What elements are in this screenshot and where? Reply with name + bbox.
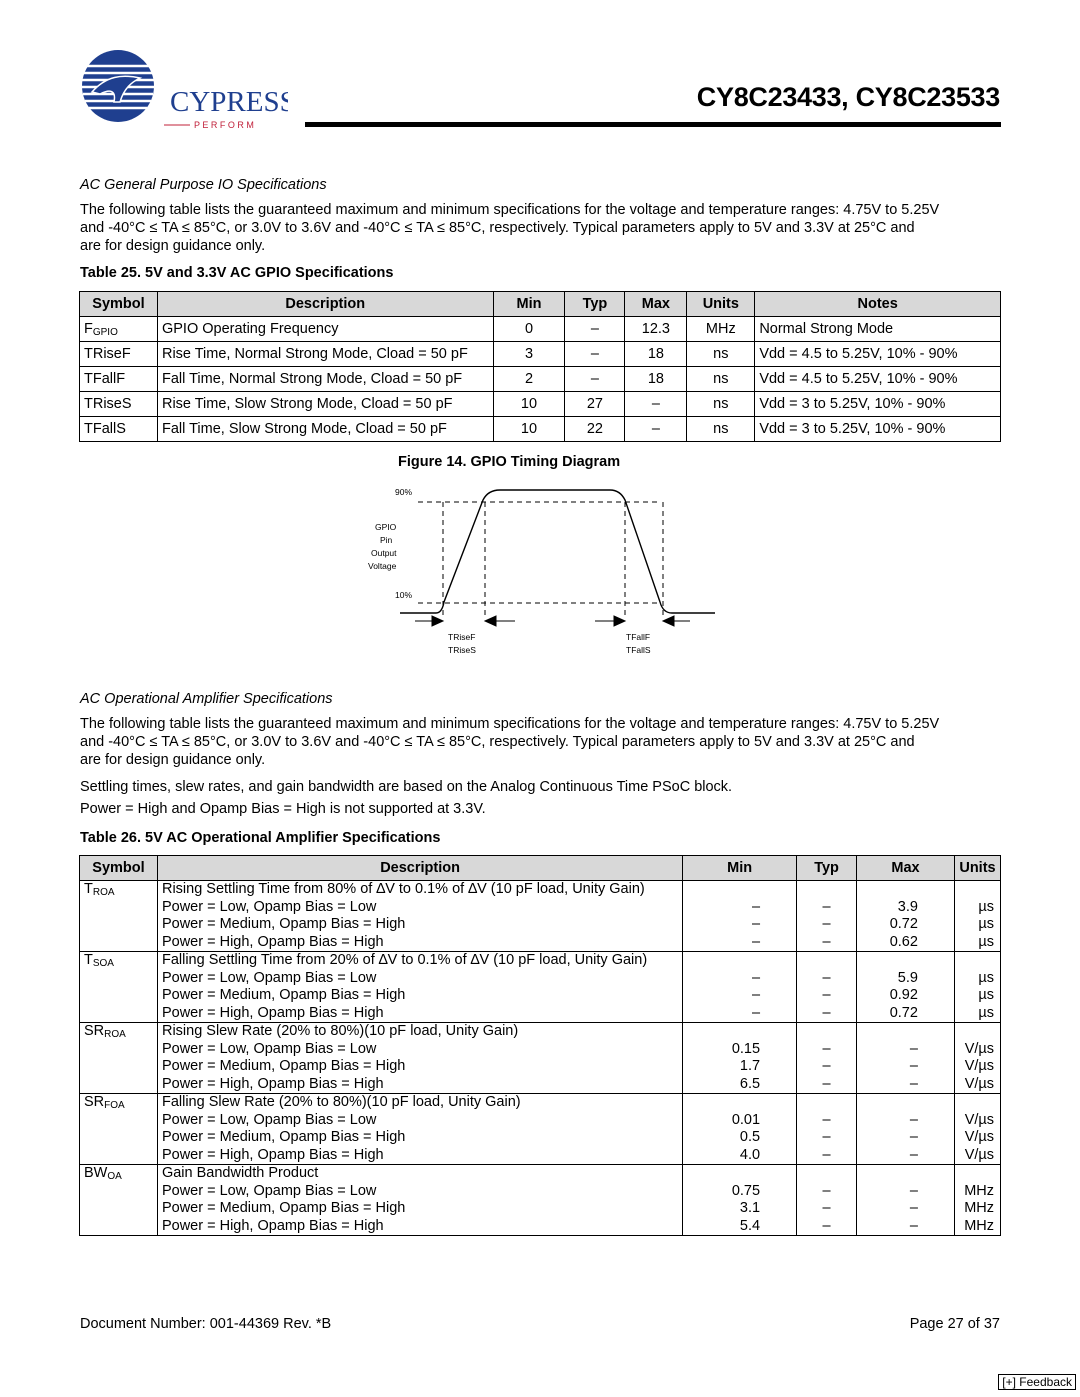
- column-header: Units: [687, 292, 755, 317]
- parameter-title: Rising Slew Rate (20% to 80%)(10 pF load, Unity Gain): [161, 1023, 519, 1039]
- units-value: µs: [978, 1004, 994, 1021]
- spacer: [687, 1094, 792, 1112]
- label-triser: TRiseF: [448, 632, 476, 642]
- max-value: –: [909, 1200, 918, 1216]
- min-cell: [683, 1165, 797, 1236]
- spacer: [861, 1023, 950, 1041]
- table-26-caption: Table 26. 5V AC Operational Amplifier Specifications: [80, 830, 441, 846]
- gpio-section-heading: AC General Purpose IO Specifications: [80, 177, 327, 193]
- symbol-text: F: [84, 320, 93, 337]
- table-row: [80, 317, 1001, 342]
- gpio-intro-line-2: and -40°C ≤ TA ≤ 85°C, or 3.0V to 3.6V and -40°C ≤ TA ≤ 85°C, respectively. Typical parameters apply to 5V and 3.3V at 25°C and: [80, 220, 915, 236]
- typ-cell: [797, 1165, 857, 1236]
- min-value: 0.5: [739, 1129, 761, 1145]
- typ-value: –: [822, 898, 831, 915]
- units-cell: [954, 881, 1000, 952]
- units-cell: ns: [687, 392, 755, 417]
- condition-line: Power = Low, Opamp Bias = Low: [161, 1111, 377, 1128]
- spacer: [861, 952, 950, 970]
- typ-cell: [797, 952, 857, 1023]
- parameter-title: Rising Settling Time from 80% of ∆V to 0.1% of ∆V (10 pF load, Unity Gain): [161, 881, 645, 897]
- page-number: Page 27 of 37: [909, 1316, 1000, 1332]
- condition-line: Power = Medium, Opamp Bias = High: [161, 916, 406, 932]
- units-value: µs: [978, 933, 994, 950]
- label-tfallf: TFallF: [626, 632, 651, 642]
- max-value: –: [909, 1182, 918, 1199]
- parameter-title: Falling Slew Rate (20% to 80%)(10 pF load, Unity Gain): [161, 1094, 521, 1110]
- symbol-cell: [80, 392, 158, 417]
- units-cell: [954, 1023, 1000, 1094]
- max-value: –: [909, 1129, 918, 1145]
- min-cell: 3: [493, 342, 565, 367]
- min-cell: 0: [493, 317, 565, 342]
- opamp-section-heading: AC Operational Amplifier Specifications: [80, 691, 333, 707]
- units-cell: ns: [687, 367, 755, 392]
- units-value: µs: [978, 987, 994, 1003]
- symbol-text: BW: [84, 1165, 108, 1181]
- min-value: 0.15: [731, 1040, 761, 1057]
- symbol-subscript: ROA: [92, 887, 115, 898]
- spacer: [959, 952, 996, 970]
- min-cell: 10: [493, 392, 565, 417]
- symbol-cell: [80, 1094, 158, 1165]
- header-rule: [305, 122, 1001, 127]
- opamp-intro-line-2: and -40°C ≤ TA ≤ 85°C, or 3.0V to 3.6V and -40°C ≤ TA ≤ 85°C, respectively. Typical parameters apply to 5V and 3.3V at 25°C and: [80, 734, 915, 750]
- units-value: µs: [978, 969, 994, 986]
- symbol-subscript: OA: [107, 1171, 122, 1182]
- max-cell: 12.3: [625, 317, 687, 342]
- spacer: [959, 881, 996, 899]
- units-value: µs: [978, 916, 994, 932]
- typ-cell: [797, 1094, 857, 1165]
- typ-value: –: [822, 1040, 831, 1057]
- typ-cell: 27: [565, 392, 625, 417]
- table-row: [80, 881, 1001, 952]
- column-header: Notes: [755, 292, 1001, 317]
- label-10-percent: 10%: [395, 590, 413, 600]
- typ-value: –: [822, 1217, 831, 1234]
- column-header: Description: [157, 856, 682, 881]
- typ-value: –: [822, 987, 831, 1003]
- min-value: –: [752, 969, 761, 986]
- symbol-cell: [80, 1165, 158, 1236]
- units-value: µs: [978, 898, 994, 915]
- figure-14-caption: Figure 14. GPIO Timing Diagram: [398, 454, 621, 470]
- spacer: [801, 952, 852, 970]
- min-cell: [683, 952, 797, 1023]
- condition-line: Power = High, Opamp Bias = High: [161, 1004, 384, 1021]
- min-value: –: [752, 1004, 761, 1021]
- max-value: 0.72: [889, 1004, 918, 1021]
- typ-cell: [797, 1023, 857, 1094]
- spacer: [801, 1023, 852, 1041]
- min-value: 1.7: [739, 1058, 761, 1074]
- label-90-percent: 90%: [395, 487, 413, 497]
- typ-cell: –: [565, 367, 625, 392]
- spacer: [687, 1165, 792, 1183]
- cypress-logo: [78, 48, 288, 134]
- min-value: 3.1: [739, 1200, 761, 1216]
- column-header: Symbol: [80, 856, 158, 881]
- spacer: [687, 1023, 792, 1041]
- opamp-note-1: Settling times, slew rates, and gain bandwidth are based on the Analog Continuous Time PSoC block.: [80, 779, 733, 795]
- column-header: Units: [954, 856, 1000, 881]
- condition-line: Power = Low, Opamp Bias = Low: [161, 898, 377, 915]
- min-cell: [683, 1023, 797, 1094]
- spacer: [861, 1165, 950, 1183]
- typ-cell: 22: [565, 417, 625, 442]
- description-cell: Fall Time, Normal Strong Mode, Cload = 50 pF: [157, 367, 493, 392]
- max-value: –: [909, 1075, 918, 1092]
- spacer: [801, 1094, 852, 1112]
- notes-cell: Vdd = 4.5 to 5.25V, 10% - 90%: [755, 367, 1001, 392]
- description-cell: GPIO Operating Frequency: [157, 317, 493, 342]
- max-cell: [857, 952, 955, 1023]
- typ-value: –: [822, 1146, 831, 1163]
- typ-cell: –: [565, 317, 625, 342]
- symbol-subscript: GPIO: [92, 326, 118, 338]
- feedback-link[interactable]: [+] Feedback: [998, 1374, 1076, 1390]
- max-cell: –: [625, 417, 687, 442]
- typ-value: –: [822, 1111, 831, 1128]
- min-cell: [683, 881, 797, 952]
- notes-cell: Vdd = 3 to 5.25V, 10% - 90%: [755, 392, 1001, 417]
- max-value: –: [909, 1146, 918, 1163]
- symbol-subscript: SOA: [92, 958, 114, 969]
- units-cell: ns: [687, 342, 755, 367]
- opamp-spec-table: [79, 855, 1001, 1236]
- typ-value: –: [822, 933, 831, 950]
- gpio-intro-line-1: The following table lists the guaranteed maximum and minimum specifications for the voltage and temperature ranges: 4.75V to 5.25V: [80, 202, 940, 218]
- spacer: [861, 1094, 950, 1112]
- units-value: V/µs: [964, 1040, 994, 1057]
- symbol-subscript: FOA: [104, 1100, 125, 1111]
- typ-value: –: [822, 1058, 831, 1074]
- symbol-cell: [80, 952, 158, 1023]
- opamp-intro: [80, 715, 1004, 769]
- typ-value: –: [822, 916, 831, 932]
- description-cell: [157, 1165, 682, 1236]
- description-cell: [157, 952, 682, 1023]
- condition-line: Power = High, Opamp Bias = High: [161, 1075, 384, 1092]
- max-cell: [857, 1165, 955, 1236]
- units-value: V/µs: [964, 1129, 994, 1145]
- opamp-table-header: [80, 856, 1001, 881]
- spacer: [959, 1165, 996, 1183]
- table-row: [80, 342, 1001, 367]
- typ-cell: –: [565, 342, 625, 367]
- notes-cell: Vdd = 4.5 to 5.25V, 10% - 90%: [755, 342, 1001, 367]
- label-trises: TRiseS: [448, 645, 476, 655]
- label-tfalls: TFallS: [626, 645, 651, 655]
- typ-value: –: [822, 1200, 831, 1216]
- opamp-intro-line-3: are for design guidance only.: [80, 752, 266, 768]
- max-cell: 18: [625, 367, 687, 392]
- symbol-text: TFallF: [84, 370, 126, 387]
- ylabel-gpio: GPIO: [375, 522, 397, 532]
- condition-line: Power = High, Opamp Bias = High: [161, 1217, 384, 1234]
- units-cell: [954, 952, 1000, 1023]
- symbol-text: SR: [84, 1094, 105, 1110]
- column-header: Typ: [797, 856, 857, 881]
- symbol-cell: [80, 317, 158, 342]
- table-row: [80, 1165, 1001, 1236]
- notes-cell: Vdd = 3 to 5.25V, 10% - 90%: [755, 417, 1001, 442]
- column-header: Min: [493, 292, 565, 317]
- description-cell: [157, 1023, 682, 1094]
- max-value: –: [909, 1040, 918, 1057]
- table-row: [80, 392, 1001, 417]
- min-value: –: [752, 898, 761, 915]
- gpio-intro-line-3: are for design guidance only.: [80, 238, 266, 254]
- max-cell: –: [625, 392, 687, 417]
- symbol-cell: [80, 417, 158, 442]
- symbol-text: T: [84, 881, 93, 897]
- ylabel-output: Output: [371, 548, 397, 558]
- symbol-text: TFallS: [84, 420, 126, 437]
- document-number: Document Number: 001-44369 Rev. *B: [80, 1316, 332, 1332]
- spacer: [801, 1165, 852, 1183]
- condition-line: Power = Medium, Opamp Bias = High: [161, 1129, 406, 1145]
- symbol-subscript: ROA: [104, 1029, 126, 1040]
- condition-line: Power = High, Opamp Bias = High: [161, 933, 384, 950]
- symbol-cell: [80, 367, 158, 392]
- max-value: –: [909, 1111, 918, 1128]
- condition-line: Power = Medium, Opamp Bias = High: [161, 987, 406, 1003]
- column-header: Min: [683, 856, 797, 881]
- units-value: V/µs: [964, 1058, 994, 1074]
- description-cell: [157, 1094, 682, 1165]
- table-row: [80, 952, 1001, 1023]
- max-value: 0.72: [889, 916, 918, 932]
- symbol-text: TRiseF: [84, 345, 131, 362]
- opamp-note-2: Power = High and Opamp Bias = High is not supported at 3.3V.: [80, 801, 486, 817]
- max-value: –: [909, 1217, 918, 1234]
- units-cell: [954, 1165, 1000, 1236]
- description-cell: Rise Time, Slow Strong Mode, Cload = 50 pF: [157, 392, 493, 417]
- description-cell: Rise Time, Normal Strong Mode, Cload = 50 pF: [157, 342, 493, 367]
- min-value: 0.75: [731, 1182, 761, 1199]
- typ-value: –: [822, 1129, 831, 1145]
- max-value: 0.92: [889, 987, 918, 1003]
- condition-line: Power = Medium, Opamp Bias = High: [161, 1058, 406, 1074]
- table-row: [80, 1094, 1001, 1165]
- max-value: 0.62: [889, 933, 918, 950]
- symbol-cell: [80, 881, 158, 952]
- max-cell: [857, 1094, 955, 1165]
- gpio-timing-diagram: [360, 478, 720, 663]
- max-value: 3.9: [897, 898, 918, 915]
- ylabel-pin: Pin: [380, 535, 393, 545]
- logo-tagline: P E R F O R M: [194, 120, 254, 130]
- typ-value: –: [822, 1075, 831, 1092]
- units-value: V/µs: [964, 1075, 994, 1092]
- max-cell: [857, 881, 955, 952]
- document-title: CY8C23433, CY8C23533: [696, 82, 1000, 112]
- symbol-text: TRiseS: [84, 395, 132, 412]
- spacer: [687, 952, 792, 970]
- symbol-cell: [80, 342, 158, 367]
- column-header: Typ: [565, 292, 625, 317]
- table-25-caption: Table 25. 5V and 3.3V AC GPIO Specifications: [80, 265, 394, 281]
- gpio-table-header: [80, 292, 1001, 317]
- units-cell: [954, 1094, 1000, 1165]
- description-cell: Fall Time, Slow Strong Mode, Cload = 50 pF: [157, 417, 493, 442]
- parameter-title: Gain Bandwidth Product: [161, 1165, 319, 1181]
- notes-cell: Normal Strong Mode: [755, 317, 1001, 342]
- symbol-cell: [80, 1023, 158, 1094]
- table-row: [80, 417, 1001, 442]
- logo-wordmark: CYPRESS: [170, 86, 288, 118]
- typ-cell: [797, 881, 857, 952]
- condition-line: Power = Medium, Opamp Bias = High: [161, 1200, 406, 1216]
- typ-value: –: [822, 1004, 831, 1021]
- column-header: Max: [625, 292, 687, 317]
- min-value: –: [752, 933, 761, 950]
- spacer: [687, 881, 792, 899]
- table-row: [80, 1023, 1001, 1094]
- symbol-text: T: [84, 952, 93, 968]
- column-header: Symbol: [80, 292, 158, 317]
- min-cell: [683, 1094, 797, 1165]
- min-value: 4.0: [739, 1146, 761, 1163]
- typ-value: –: [822, 969, 831, 986]
- condition-line: Power = Low, Opamp Bias = Low: [161, 969, 377, 986]
- gpio-spec-table: [79, 291, 1001, 442]
- units-cell: ns: [687, 417, 755, 442]
- units-value: MHz: [964, 1217, 994, 1234]
- min-value: 0.01: [731, 1111, 761, 1128]
- spacer: [959, 1094, 996, 1112]
- units-value: V/µs: [964, 1111, 994, 1128]
- column-header: Max: [857, 856, 955, 881]
- units-value: MHz: [964, 1182, 994, 1199]
- min-value: 5.4: [739, 1217, 761, 1234]
- max-cell: 18: [625, 342, 687, 367]
- spacer: [801, 881, 852, 899]
- condition-line: Power = Low, Opamp Bias = Low: [161, 1040, 377, 1057]
- min-cell: 10: [493, 417, 565, 442]
- parameter-title: Falling Settling Time from 20% of ∆V to 0.1% of ∆V (10 pF load, Unity Gain): [161, 952, 648, 968]
- symbol-text: SR: [84, 1023, 105, 1039]
- typ-value: –: [822, 1182, 831, 1199]
- opamp-intro-line-1: The following table lists the guaranteed maximum and minimum specifications for the voltage and temperature ranges: 4.75V to 5.25V: [80, 716, 940, 732]
- min-value: –: [752, 987, 761, 1003]
- max-value: 5.9: [897, 969, 918, 986]
- condition-line: Power = High, Opamp Bias = High: [161, 1146, 384, 1163]
- spacer: [861, 881, 950, 899]
- table-row: [80, 367, 1001, 392]
- gpio-intro: [80, 201, 1004, 255]
- min-value: 6.5: [739, 1075, 761, 1092]
- spacer: [959, 1023, 996, 1041]
- min-cell: 2: [493, 367, 565, 392]
- units-value: V/µs: [964, 1146, 994, 1163]
- units-cell: MHz: [687, 317, 755, 342]
- max-cell: [857, 1023, 955, 1094]
- description-cell: [157, 881, 682, 952]
- max-value: –: [909, 1058, 918, 1074]
- column-header: Description: [157, 292, 493, 317]
- units-value: MHz: [964, 1200, 994, 1216]
- condition-line: Power = Low, Opamp Bias = Low: [161, 1182, 377, 1199]
- min-value: –: [752, 916, 761, 932]
- ylabel-voltage: Voltage: [368, 561, 397, 571]
